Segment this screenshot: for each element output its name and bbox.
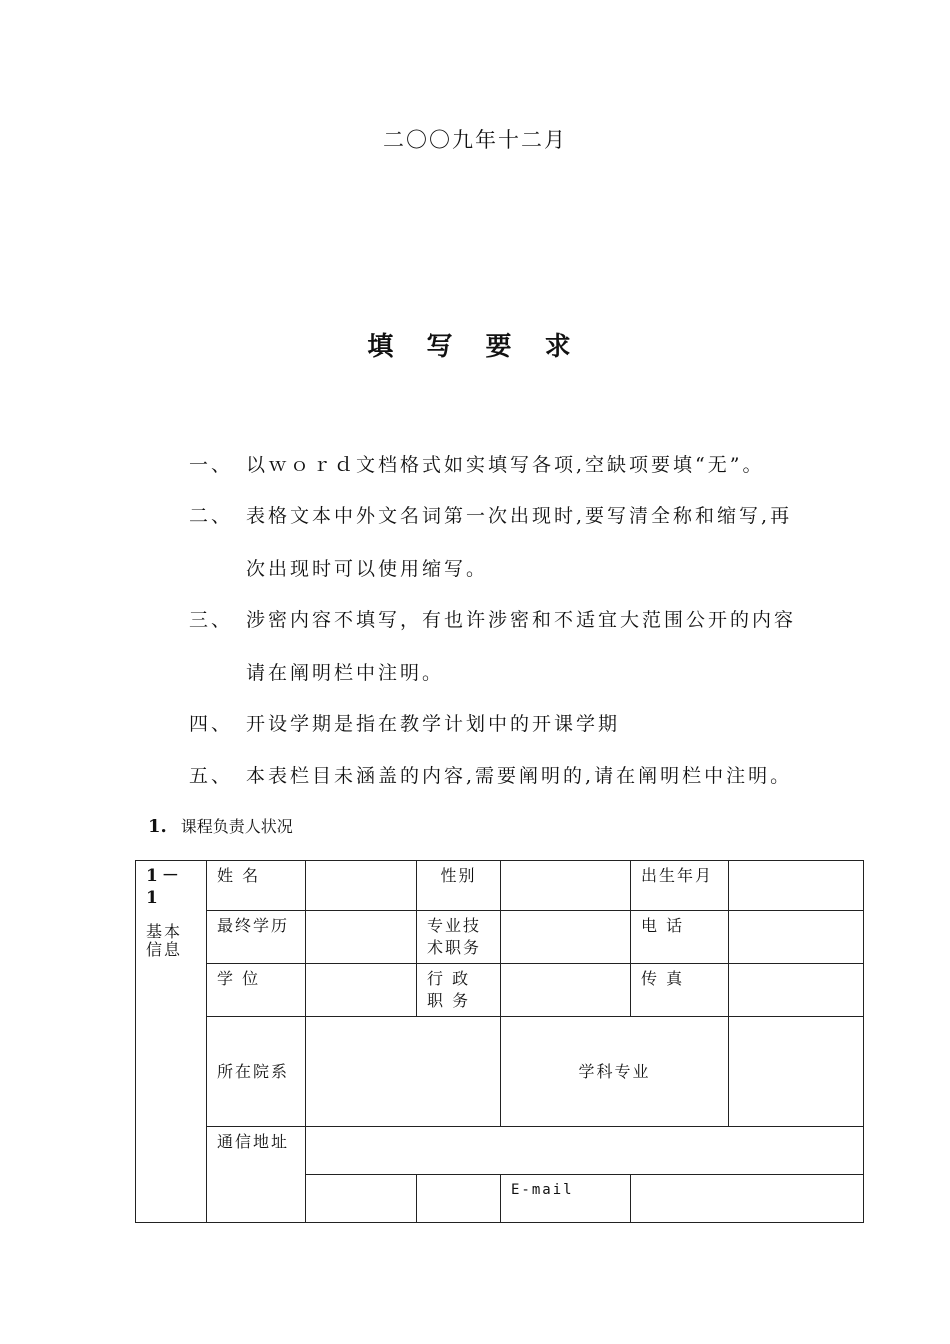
address-extra-field[interactable] [306,1175,417,1223]
admin-title-field[interactable] [501,964,631,1017]
education-field[interactable] [306,911,417,964]
degree-label: 学 位 [207,964,306,1017]
section-number: 1. [148,816,167,837]
name-label: 姓 名 [207,861,306,911]
requirement-text: 表格文本中外文名词第一次出现时,要写清全称和缩写,再 [246,505,793,527]
requirement-number: 四、 [189,713,234,735]
requirement-number: 一、 [189,454,234,476]
admin-title-label: 行 政 职 务 [417,964,501,1017]
requirement-text: 以ｗｏｒｄ文档格式如实填写各项,空缺项要填“无”。 [246,454,765,476]
subsection-title: 基本信息 [146,922,183,959]
major-field[interactable] [729,1017,864,1127]
section-title: 课程负责人状况 [180,817,293,836]
major-label: 学科专业 [501,1017,729,1127]
email-label: E-mail [501,1175,631,1223]
title-field[interactable] [501,911,631,964]
document-date: 二〇〇九年十二月 [383,128,567,152]
phone-label: 电 话 [631,911,729,964]
fax-label: 传 真 [631,964,729,1017]
fax-field[interactable] [729,964,864,1017]
address-extra-field-2[interactable] [417,1175,501,1223]
section-side-cell [136,861,207,1223]
requirement-number: 二、 [189,505,234,527]
requirements-heading: 填 写 要 求 [367,332,583,362]
address-field[interactable] [306,1127,864,1175]
subsection-id: 1－1 [146,866,183,908]
department-label: 所在院系 [207,1017,306,1127]
requirement-text-continued: 请在阐明栏中注明。 [246,662,445,684]
phone-field[interactable] [729,911,864,964]
name-field[interactable] [306,861,417,911]
requirement-number: 三、 [189,609,234,631]
gender-field[interactable] [501,861,631,911]
email-field[interactable] [631,1175,864,1223]
requirement-number: 五、 [189,765,234,787]
requirement-text: 本表栏目未涵盖的内容,需要阐明的,请在阐明栏中注明。 [246,765,793,787]
section-heading [148,814,293,837]
requirement-text-continued: 次出现时可以使用缩写。 [246,558,489,580]
department-field[interactable] [306,1017,501,1127]
education-label: 最终学历 [207,911,306,964]
birth-field[interactable] [729,861,864,911]
degree-field[interactable] [306,964,417,1017]
address-label: 通信地址 [207,1127,306,1223]
title-label: 专业技术职务 [417,911,501,964]
requirement-text: 涉密内容不填写，有也许涉密和不适宜大范围公开的内容 [246,609,797,631]
basic-info-table [135,860,864,1223]
requirement-text: 开设学期是指在教学计划中的开课学期 [246,713,621,735]
gender-label: 性别 [417,861,501,911]
birth-label: 出生年月 [631,861,729,911]
